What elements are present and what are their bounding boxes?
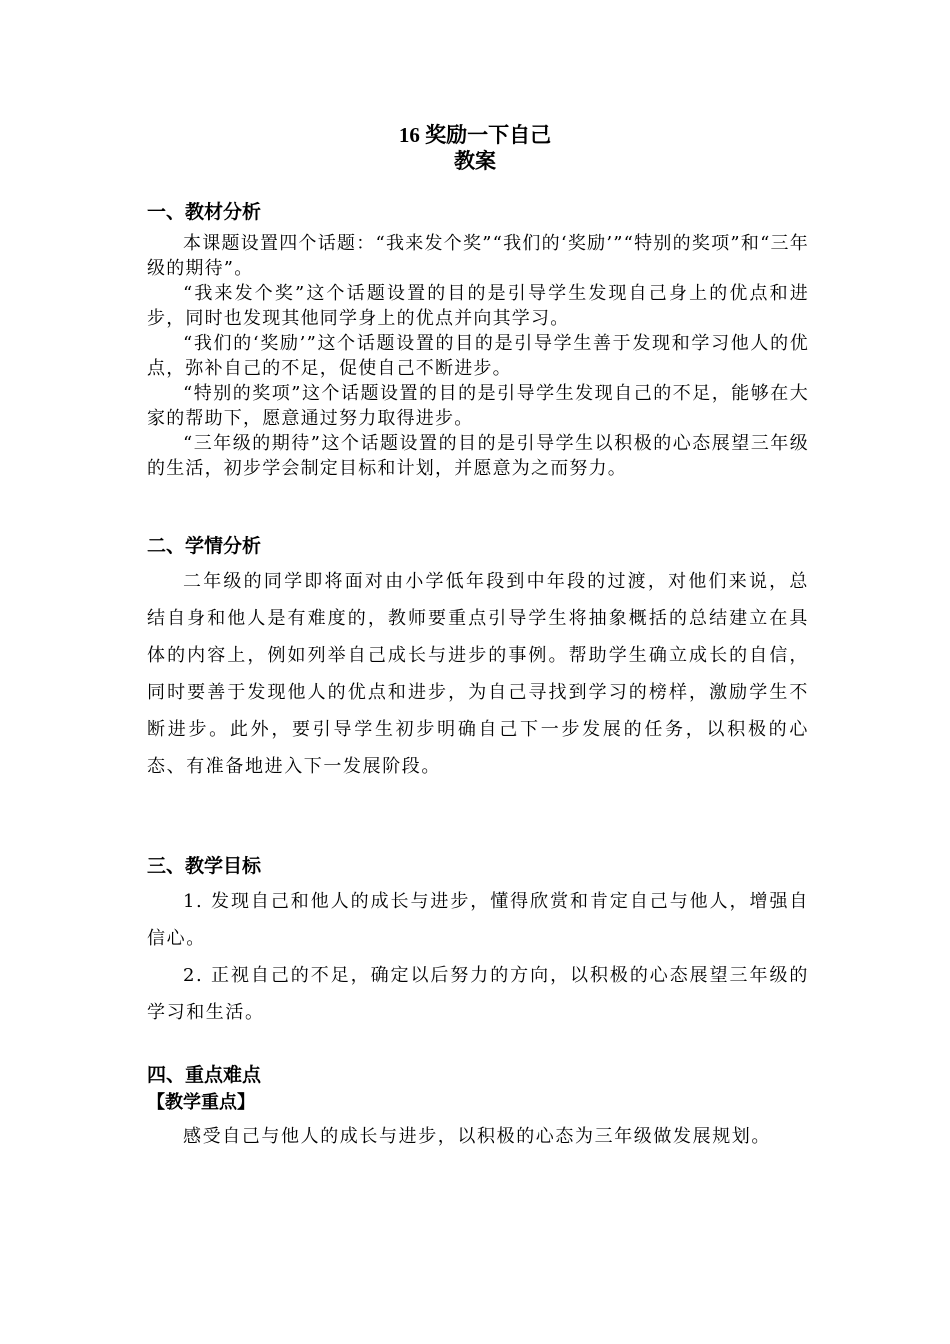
document-title	[0, 122, 950, 174]
title-line-1: 16 奖励一下自己	[398, 123, 552, 147]
paragraph: 2. 正视自己的不足，确定以后努力的方向，以积极的心态展望三年级的学习和生活。	[147, 965, 809, 1023]
paragraph: 本课题设置四个话题：“我来发个奖”“我们的‘奖励’”“特别的奖项”和“三年级的期待”。	[147, 233, 809, 279]
paragraph: “我来发个奖”这个话题设置的目的是引导学生发现自己身上的优点和进步，同时也发现其他同学身上的优点并向其学习。	[147, 283, 809, 329]
section-heading: 四、重点难点	[147, 1064, 262, 1086]
section-heading: 一、教材分析	[147, 201, 262, 223]
section-heading: 三、教学目标	[147, 855, 262, 877]
section-key-points	[147, 1062, 809, 1155]
subheading-teaching-focus: 【教学重点】	[147, 1092, 255, 1113]
title-line-2: 教案	[454, 149, 496, 173]
section-student-analysis	[147, 533, 809, 785]
paragraph: 二年级的同学即将面对由小学低年段到中年段的过渡，对他们来说，总结自身和他人是有难度的，教师要重点引导学生将抽象概括的总结建立在具体的内容上，例如列举自己成长与进步的事例。帮助学生确立成长的自信，同时要善于发现他人的优点和进步，为自己寻找到学习的榜样，激励学生不断进步。此外，要引导学生初步明确自己下一步发展的任务，以积极的心态、有准备地进入下一发展阶段。	[147, 571, 809, 777]
paragraph: 1. 发现自己和他人的成长与进步，懂得欣赏和肯定自己与他人，增强自信心。	[147, 891, 809, 949]
paragraph: 感受自己与他人的成长与进步，以积极的心态为三年级做发展规划。	[183, 1126, 771, 1147]
paragraph: “三年级的期待”这个话题设置的目的是引导学生以积极的心态展望三年级的生活，初步学会制定目标和计划，并愿意为之而努力。	[147, 433, 809, 479]
section-teaching-goals	[147, 853, 809, 1031]
section-heading: 二、学情分析	[147, 535, 262, 557]
section-textbook-analysis	[147, 199, 809, 481]
paragraph: “特别的奖项”这个话题设置的目的是引导学生发现自己的不足，能够在大家的帮助下，愿意通过努力取得进步。	[147, 383, 809, 429]
paragraph: “我们的‘奖励’”这个话题设置的目的是引导学生善于发现和学习他人的优点，弥补自己的不足，促使自己不断进步。	[147, 333, 809, 379]
